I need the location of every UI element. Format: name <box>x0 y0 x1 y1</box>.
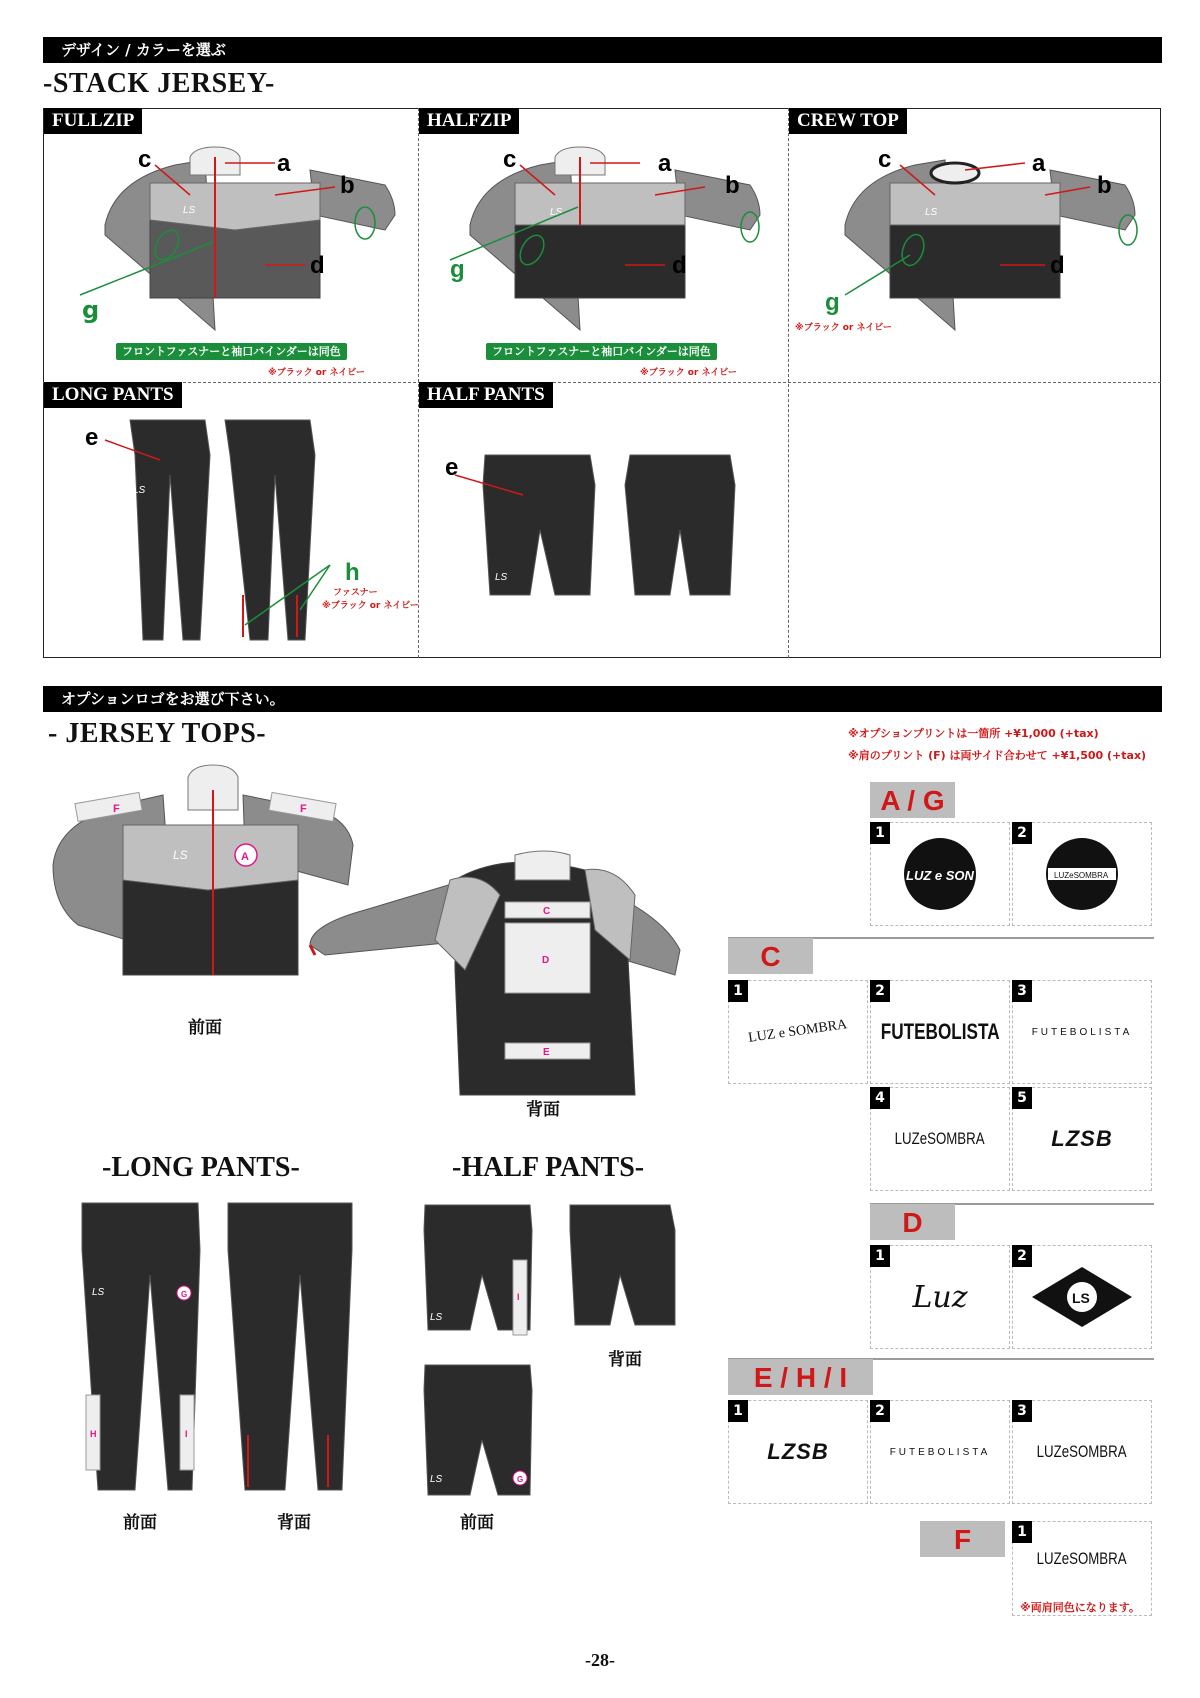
half-pants-title: -HALF PANTS- <box>452 1152 645 1183</box>
note-black-navy: ※ブラック or ネイビー <box>795 323 892 333</box>
option-label: LUZeSOMBRA <box>1037 1548 1127 1568</box>
label-g: g <box>82 296 100 324</box>
price-note-2: ※肩のプリント (F) は両サイド合わせて +¥1,500 (+tax) <box>848 749 1147 762</box>
zone-g: G <box>517 1475 524 1484</box>
section-bar-design-color: デザイン / カラーを選ぶ <box>43 37 1162 63</box>
ls-logo: LS <box>92 1287 105 1298</box>
label-d: d <box>310 252 325 279</box>
jersey-tops-title: - JERSEY TOPS- <box>48 718 267 749</box>
ls-diamond-logo <box>1027 1262 1137 1332</box>
option-label: LZSB <box>1051 1126 1113 1151</box>
ls-logo: LS <box>133 485 146 496</box>
cell-tag-halfzip: HALFZIP <box>419 108 519 134</box>
option-c-3[interactable] <box>1012 980 1152 1084</box>
option-label: Luz <box>912 1279 968 1315</box>
option-tag-c: C <box>728 938 813 974</box>
label-c: c <box>878 146 892 173</box>
cell-tag-longpants: LONG PANTS <box>44 382 182 408</box>
luzesombra-badge <box>1042 834 1122 914</box>
option-number: 3 <box>1012 1400 1032 1422</box>
label-e: e <box>445 454 459 481</box>
ls-logo: LS <box>183 205 196 216</box>
label-b: b <box>1097 172 1112 199</box>
zone-g: G <box>181 1290 188 1299</box>
option-c-5[interactable] <box>1012 1087 1152 1191</box>
zone-i: I <box>185 1429 188 1439</box>
option-tag-ehi: E / H / I <box>728 1359 873 1395</box>
zone-a: A <box>241 851 249 863</box>
option-c-4[interactable] <box>870 1087 1010 1191</box>
zone-h: H <box>90 1429 97 1439</box>
svg-text:LUZ e SON: LUZ e SON <box>906 868 974 883</box>
price-note-1: ※オプションプリントは一箇所 +¥1,000 (+tax) <box>848 727 1099 740</box>
option-tag-d: D <box>870 1204 955 1240</box>
cell-tag-halfpants: HALF PANTS <box>419 382 553 408</box>
option-label: LUZ e SOMBRA <box>747 1017 849 1046</box>
caption-back: 背面 <box>526 1100 560 1120</box>
caption-long-pants-back: 背面 <box>277 1513 311 1533</box>
option-label: FUTEBOLISTA <box>889 1446 991 1458</box>
option-c-1[interactable] <box>728 980 868 1084</box>
caption-long-pants-front: 前面 <box>123 1513 157 1533</box>
option-label: LUZeSOMBRA <box>895 1129 985 1148</box>
divider <box>788 108 789 658</box>
cell-tag-crewtop: CREW TOP <box>789 108 907 134</box>
zone-e: E <box>543 1047 550 1058</box>
option-label: LZSB <box>767 1439 829 1464</box>
fullzip-jacket-diagram <box>95 145 415 335</box>
label-b: b <box>340 172 355 199</box>
option-number: 4 <box>870 1087 890 1109</box>
zone-f-right: F <box>300 803 307 815</box>
option-ehi-2[interactable] <box>870 1400 1010 1504</box>
green-note-fullzip: フロントファスナーと袖口バインダーは同色 <box>116 343 347 360</box>
svg-text:LS: LS <box>1072 1290 1090 1306</box>
fastener-note: ファスナー <box>333 588 378 598</box>
halfzip-jacket-diagram <box>450 145 780 335</box>
label-c: c <box>503 146 517 173</box>
option-number: 1 <box>728 1400 748 1422</box>
option-number: 2 <box>870 1400 890 1422</box>
caption-half-pants-back: 背面 <box>608 1350 642 1370</box>
option-c-2[interactable] <box>870 980 1010 1084</box>
option-label: LUZeSOMBRA <box>1037 1442 1127 1461</box>
label-d: d <box>672 252 687 279</box>
ls-logo: LS <box>550 207 563 218</box>
option-number: 3 <box>1012 980 1032 1002</box>
jersey-back-diagram <box>305 850 685 1090</box>
option-number: 5 <box>1012 1087 1032 1109</box>
long-pants-front-back <box>80 1195 360 1500</box>
cell-tag-fullzip: FULLZIP <box>44 108 142 134</box>
note-black-navy: ※ブラック or ネイビー <box>322 601 419 611</box>
label-b: b <box>725 172 740 199</box>
label-g: g <box>450 256 465 283</box>
zone-i: I <box>517 1292 520 1302</box>
option-label: FUTEBOLISTA <box>880 1019 1000 1044</box>
label-a: a <box>277 150 291 177</box>
option-d-1[interactable] <box>870 1245 1010 1349</box>
zone-f-left: F <box>113 803 120 815</box>
option-number: 1 <box>870 822 890 844</box>
caption-half-pants-front: 前面 <box>460 1513 494 1533</box>
luz-e-son-badge <box>900 834 980 914</box>
long-pants-title: -LONG PANTS- <box>102 1152 300 1183</box>
page-number: -28- <box>585 1650 615 1670</box>
green-note-halfzip: フロントファスナーと袖口バインダーは同色 <box>486 343 717 360</box>
label-g: g <box>825 289 840 316</box>
option-ehi-1[interactable] <box>728 1400 868 1504</box>
option-tag-ag: A / G <box>870 782 955 818</box>
option-d-2[interactable] <box>1012 1245 1152 1349</box>
section-bar-option-logo: オプションロゴをお選び下さい。 <box>43 686 1162 712</box>
zone-d: D <box>542 955 550 966</box>
option-ehi-3[interactable] <box>1012 1400 1152 1504</box>
note-black-navy: ※ブラック or ネイビー <box>640 368 737 378</box>
label-h: h <box>345 559 360 586</box>
option-number: 2 <box>1012 822 1032 844</box>
caption-front: 前面 <box>188 1018 222 1038</box>
zone-c: C <box>543 906 551 917</box>
ls-logo: LS <box>495 572 508 583</box>
label-c: c <box>138 146 152 173</box>
note-black-navy: ※ブラック or ネイビー <box>268 368 365 378</box>
option-number: 2 <box>1012 1245 1032 1267</box>
option-number: 1 <box>870 1245 890 1267</box>
divider <box>43 382 1161 383</box>
svg-text:LUZeSOMBRA: LUZeSOMBRA <box>1054 871 1109 880</box>
long-pants-diagram <box>85 415 425 650</box>
label-a: a <box>658 150 672 177</box>
option-f-note: ※両肩同色になります。 <box>1020 1601 1140 1614</box>
crew-top-diagram <box>825 145 1155 335</box>
option-number: 1 <box>1012 1521 1032 1543</box>
half-pants-diagram <box>445 445 775 605</box>
ls-logo: LS <box>925 207 938 218</box>
option-number: 1 <box>728 980 748 1002</box>
label-d: d <box>1050 252 1065 279</box>
label-e: e <box>85 424 99 451</box>
option-ag-2[interactable] <box>1012 822 1152 926</box>
ls-logo: LS <box>430 1312 443 1323</box>
ls-logo: LS <box>173 848 188 862</box>
option-tag-f: F <box>920 1521 1005 1557</box>
label-a: a <box>1032 150 1046 177</box>
option-label: FUTEBOLISTA <box>1031 1026 1133 1038</box>
ls-logo: LS <box>430 1474 443 1485</box>
option-number: 2 <box>870 980 890 1002</box>
option-ag-1[interactable] <box>870 822 1010 926</box>
stack-jersey-title: -STACK JERSEY- <box>43 68 275 99</box>
